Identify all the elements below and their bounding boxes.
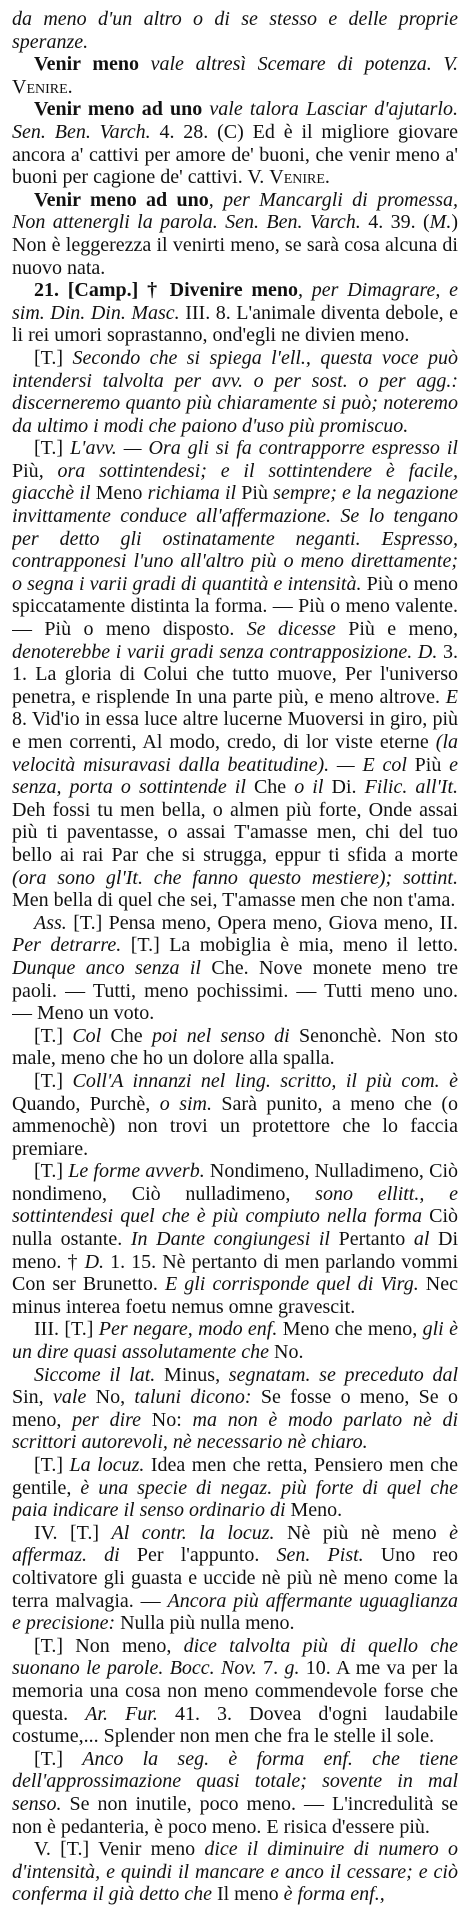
text-run: Per l'appunto. xyxy=(119,1544,277,1567)
text-run: No, xyxy=(86,1386,135,1409)
text-run: 1. 15. Nè pertanto di men parlando vommi Con ser Brunetto. xyxy=(12,1250,458,1296)
text-run: ) Non è leggerezza il venirti meno, se sarà cosa alcuna di nuovo nata. xyxy=(12,211,458,279)
text-run: Di meno. † xyxy=(12,1228,458,1273)
text-run: vale talora Lasciar d'ajutarlo. Sen. Ben. Varch. xyxy=(12,98,458,143)
text-run: Nondimeno, Nulladimeno, Ciò nondimeno, Ciò nulladimeno, xyxy=(12,1160,458,1205)
text-run: Che xyxy=(101,1024,152,1047)
text-run: Siccome il lat. xyxy=(34,1363,156,1386)
text-run: Nec minus interea foetu nemus omne gravescit. xyxy=(12,1273,458,1318)
text-run: Venire xyxy=(12,75,68,98)
text-run: Filic. all'It. xyxy=(364,776,458,799)
text-run: 4. 28. (C) Ed è il migliore giovare ancora a' cattivi per amore de' buoni, che venir meno a' buoni per cagione de' cattivi. V. xyxy=(12,120,458,189)
entry-paragraph xyxy=(12,1748,458,1838)
text-run: Meno xyxy=(90,482,148,505)
text-run: o il xyxy=(294,776,324,799)
text-run: L'avv. — Ora gli si fa contrapporre espresso il xyxy=(70,437,458,460)
text-run: 21. [Camp.] † xyxy=(34,279,170,302)
text-run: da meno d'un altro o di se stesso e delle proprie speranze. xyxy=(12,8,458,53)
entry-paragraph xyxy=(12,8,458,53)
text-run: [T.] Non meno, xyxy=(34,1634,184,1657)
entry-paragraph xyxy=(12,437,458,911)
entry-paragraph xyxy=(12,53,458,98)
text-run: [T.] La mobiglia è mia, meno il letto. xyxy=(121,934,458,957)
text-run: al xyxy=(413,1228,430,1251)
text-run: Pertanto xyxy=(329,1228,414,1251)
text-run: D. xyxy=(84,1250,105,1273)
text-run: Nè più nè meno xyxy=(274,1521,450,1544)
text-run: 4. 39. ( xyxy=(360,211,430,234)
text-run: sono ellitt., e sottintendesi quel che è più compiuto nella forma xyxy=(12,1182,458,1228)
text-run: , per Mancargli di promessa, Non attenergli la parola. Sen. Ben. Varch. xyxy=(12,188,458,234)
text-run: Ar. Fur. xyxy=(85,1702,158,1725)
text-run: [T.] Pensa meno, Opera meno, Giova meno, II. xyxy=(66,911,458,934)
text-run: dice talvolta più di quello che suonano le parole. Bocc. Nov. xyxy=(12,1634,458,1680)
entry-paragraph xyxy=(12,189,458,279)
text-run: Nulla più nulla meno. xyxy=(115,1612,295,1635)
entry-paragraph xyxy=(12,347,458,437)
text-run: g. xyxy=(284,1657,300,1680)
entry-paragraph xyxy=(12,1070,458,1160)
text-run: , per Dimagrare, e sim. Din. Din. Masc. xyxy=(12,279,458,324)
text-run: III. 8. L'animale diventa debole, e li rei umori soprastanno, ond'egli ne divien meno. xyxy=(12,301,458,347)
text-run: [T.] xyxy=(34,1024,73,1047)
entry-paragraph xyxy=(12,1635,458,1748)
text-run: Meno che meno, xyxy=(277,1318,423,1341)
text-run: Più o meno spiccatamente distinta la forma. — Più o meno valente. — Più o meno disposto. xyxy=(12,572,458,641)
entry-paragraph xyxy=(12,912,458,1025)
text-run: Sarà punito, a meno che (o ammenochè) non trovi un protettore che lo faccia premiare. xyxy=(12,1092,458,1160)
text-run: V. [T.] Venir meno xyxy=(34,1838,205,1861)
text-run: [T.] xyxy=(34,1454,70,1476)
text-run: Per detrarre. xyxy=(12,934,122,957)
text-run: In Dante congiungesi il xyxy=(130,1228,330,1251)
text-run: dice il diminuire di numero o d'intensità, e quindi il mancare e anco il cessare; e ciò conferma il già detto che xyxy=(12,1838,458,1906)
text-run: richiama il xyxy=(147,482,237,505)
text-run: Venir meno ad uno xyxy=(34,188,209,211)
text-run: sempre; e la negazione invittamente conduce all'affermazione. Se lo tengano per detto gli ostinatamente neganti. Espresso, contrapponesi l'uno all'altro più o meno direttamente; o segna i varii gradi di quantità e intensità. xyxy=(12,482,458,595)
text-run: Più xyxy=(406,753,450,776)
text-run: Più xyxy=(12,459,39,482)
text-run: III. [T.] xyxy=(34,1318,99,1341)
text-run: No. xyxy=(269,1341,304,1364)
text-run: Se non inutile, poco meno. — L'incredulità se non è pedanteria, è poco meno. E risica d'essere più. xyxy=(12,1792,458,1838)
text-run: Col xyxy=(72,1024,102,1047)
text-run: (la velocità misuravasi dalla beatitudine). — E col xyxy=(12,731,458,776)
text-run: , ora sottintendesi; e il sottintendere è facile, giacchè il xyxy=(12,459,458,505)
text-run: Divenire meno xyxy=(169,279,299,302)
text-run: Sin, xyxy=(12,1386,54,1409)
text-run: . xyxy=(67,75,73,98)
text-run: Che xyxy=(245,776,295,799)
text-run: IV. [T.] xyxy=(34,1521,112,1544)
text-run: [T.] xyxy=(34,1069,73,1092)
text-run: o sim. xyxy=(159,1092,212,1115)
text-run: Secondo che si spiega l'ell., questa voce può intendersi talvolta per avv. o per sost. o per agg.: discerneremo quanto più chiaramente si può; noteremo da ultimo i modi che paiono d'uso più promiscuo. xyxy=(12,346,458,437)
entry-paragraph xyxy=(12,1318,458,1363)
text-run: [T.] xyxy=(34,1747,83,1770)
text-run: Venire xyxy=(269,166,325,189)
text-run: vale altresì Scemare di potenza. V. xyxy=(138,53,458,76)
text-run: ma non è modo parlato nè di scrittori autorevoli, nè necessario nè chiaro. xyxy=(12,1408,458,1454)
text-run: Per negare, modo enf. xyxy=(98,1318,278,1341)
text-run: Ass. xyxy=(34,911,67,934)
text-run: 3. 1. La gloria di Colui che tutto muove, Per l'universo penetra, e risplende In una parte più, e meno altrove. xyxy=(12,640,458,708)
text-run: Idea men che retta, Pensiero men che gentile, xyxy=(12,1454,458,1499)
entry-paragraph xyxy=(12,1522,458,1635)
text-run: Al contr. la locuz. xyxy=(111,1521,275,1544)
text-run: E xyxy=(445,685,458,708)
text-run: E gli corrisponde quel di Virg. xyxy=(164,1273,419,1296)
text-run: Meno. xyxy=(285,1499,343,1522)
text-run: Sen. Pist. xyxy=(276,1544,364,1567)
text-run: Anco la seg. è forma enf. che tiene dell'approssimazione quasi totale; sovente in mal senso. xyxy=(12,1747,458,1815)
text-run: Se fosse o meno, Se o meno, xyxy=(12,1386,458,1431)
entry-paragraph xyxy=(12,1454,458,1522)
text-run: [T.] xyxy=(34,437,71,460)
text-run: Deh fossi tu men bella, o almen più forte, Onde assai più ti paventasse, o assai T'amasse men, chi del tuo bello ai rai Par che si strugga, eppur ti sfida a morte xyxy=(12,798,458,866)
text-run: 7. xyxy=(256,1657,285,1680)
dictionary-page xyxy=(12,8,458,1907)
text-run: Le forme avverb. xyxy=(68,1160,205,1183)
text-run: e senza, porta o sottintende il xyxy=(12,753,458,799)
text-run: poi nel senso di xyxy=(151,1024,290,1047)
text-run: denoterebbe i varii gradi senza contrapposizione. D. xyxy=(12,640,438,663)
text-run: Venir meno ad uno xyxy=(34,98,203,121)
entry-paragraph xyxy=(12,279,458,347)
text-run: Uno reo coltivatore gli guasta e uccide nè più nè meno come la terra malvagia. — xyxy=(12,1544,458,1612)
text-run: No: xyxy=(141,1408,193,1431)
text-run: Ancora più affermante uguaglianza e precisione: xyxy=(12,1589,458,1635)
text-run: taluni dicono: xyxy=(134,1386,252,1409)
text-run: La locuz. xyxy=(69,1454,145,1476)
text-run: è una specie di negaz. più forte di quel che paia indicare il senso ordinario di xyxy=(12,1476,458,1522)
text-run: 8. Vid'io in essa luce altre lucerne Muoversi in giro, più e men correnti, Al modo, credo, di lor viste eterne xyxy=(12,708,458,753)
text-run: Minus, xyxy=(155,1363,229,1386)
text-run: . xyxy=(324,166,330,189)
text-run: [T.] xyxy=(34,1160,69,1183)
text-run: Senonchè. Non sto male, meno che ho un dolore alla spalla. xyxy=(12,1024,458,1070)
entry-paragraph xyxy=(12,1025,458,1070)
text-run: gli è un dire quasi assolutamente che xyxy=(12,1318,458,1364)
text-run: Il meno xyxy=(211,1883,284,1906)
text-run: 41. 3. Dovea d'ogni laudabile costume,... Splender non men che fra le stelle il sole. xyxy=(12,1702,458,1748)
text-run: [T.] xyxy=(34,346,73,369)
text-run: Quando, Purchè, xyxy=(12,1092,160,1115)
text-run: Che. Nove monete meno tre paoli. — Tutti, meno pochissimi. — Tutti meno uno. — Meno un voto. xyxy=(12,956,458,1025)
text-run: per dire xyxy=(72,1408,142,1431)
text-run: è affermaz. di xyxy=(12,1521,458,1567)
text-run: Men bella di quel che sei, T'amasse men che non t'ama. xyxy=(12,889,456,912)
text-run: Ciò nulla ostante. xyxy=(12,1205,458,1251)
text-run: vale xyxy=(53,1386,87,1409)
text-run: Venir meno xyxy=(34,53,139,76)
text-run: Più e meno, xyxy=(335,618,458,641)
entry-paragraph xyxy=(12,1160,458,1318)
text-run: Di. xyxy=(323,776,365,799)
entry-paragraph xyxy=(12,98,458,188)
text-run: Se dicesse xyxy=(246,618,336,641)
text-run: Coll'A innanzi nel ling. scritto, il più com. è xyxy=(72,1069,458,1092)
text-run: è forma enf., xyxy=(283,1883,385,1906)
text-run: (ora sono gl'It. che fanno questo mestiere); sottint. xyxy=(12,866,458,889)
text-run: 10. A me va per la memoria una cosa non meno commendevole forse che questa. xyxy=(12,1657,458,1725)
text-run: segnatam. se preceduto dal xyxy=(228,1363,458,1386)
entry-paragraph xyxy=(12,1364,458,1454)
text-run: Dunque anco senza il xyxy=(12,956,201,979)
text-run: M. xyxy=(429,211,452,234)
entry-paragraph xyxy=(12,1838,458,1906)
text-run: Più xyxy=(236,482,274,505)
